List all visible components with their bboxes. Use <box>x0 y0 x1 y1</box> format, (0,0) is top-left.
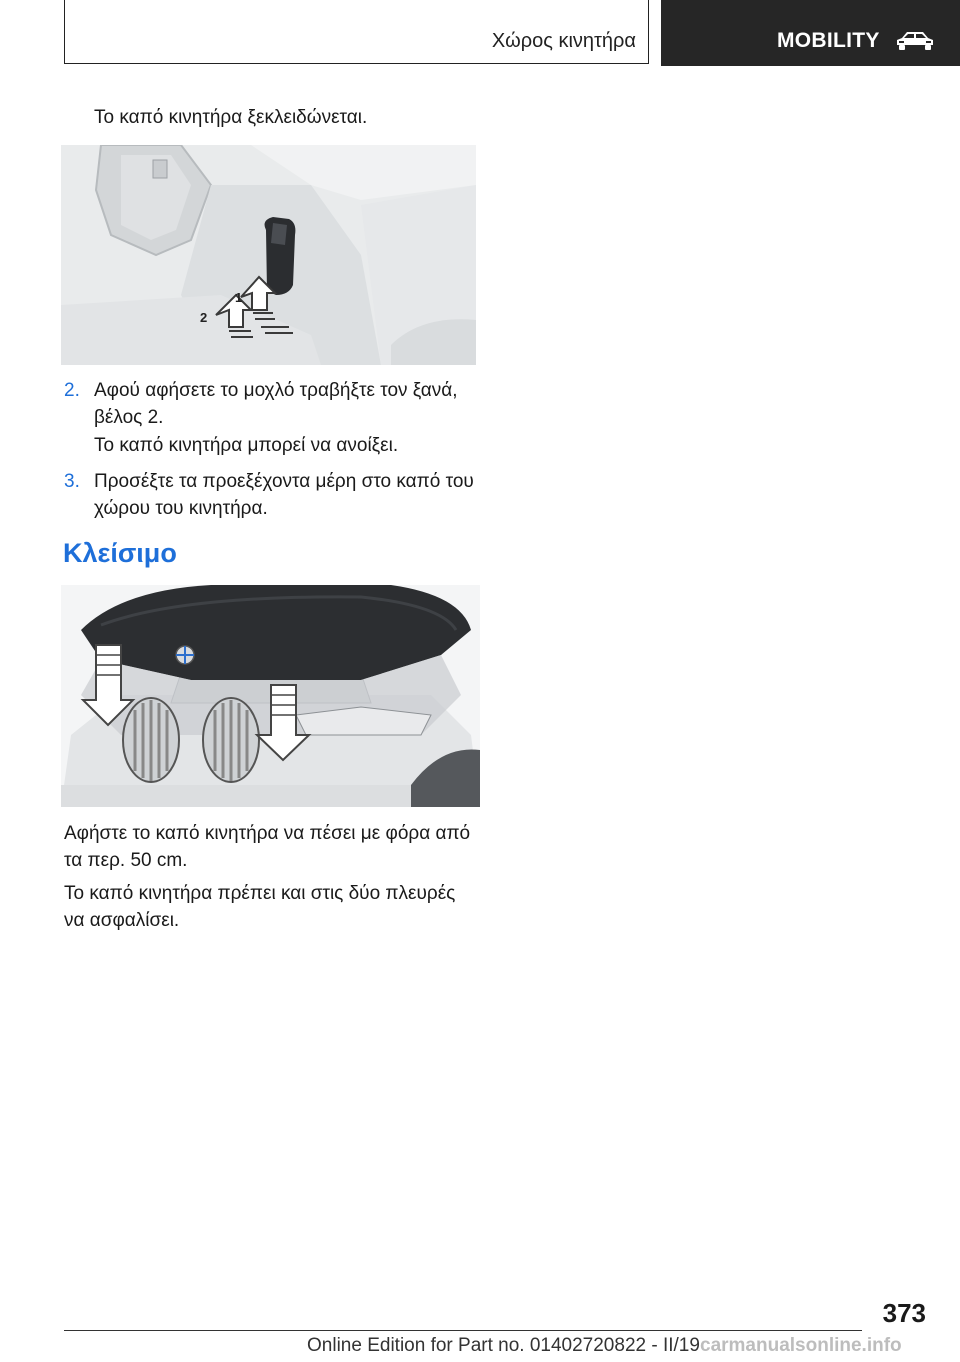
page-number: 373 <box>882 1298 926 1328</box>
section-title: Χώρος κινητήρα <box>491 30 636 52</box>
arrow-label-1: 1 <box>235 290 243 305</box>
closing-para-line: Αφήστε το καπό κινητήρα να πέσει με φόρα από <box>64 823 471 844</box>
step-note: Το καπό κινητήρα μπορεί να ανοίξει. <box>94 435 399 456</box>
footer-watermark: carmanualsonline.info <box>700 1335 902 1356</box>
arrow-label-2: 2 <box>200 310 208 325</box>
step-text-line: Αφού αφήσετε το μοχλό τραβήξτε τον ξανά, <box>94 380 458 401</box>
header-section-box <box>64 0 649 64</box>
closing-para-line: τα περ. 50 cm. <box>64 850 188 871</box>
hood-closing-figure <box>61 585 480 807</box>
step-text-line: Προσέξτε τα προεξέχοντα μέρη στο καπό του <box>94 471 474 492</box>
closing-heading: Κλείσιμο <box>63 538 177 568</box>
step-text-line: βέλος 2. <box>94 407 164 428</box>
hood-release-lever-figure <box>61 145 476 365</box>
closing-para-line: να ασφαλίσει. <box>64 910 180 931</box>
chapter-tab <box>661 0 960 66</box>
footer-edition: Online Edition for Part no. 01402720822 - II/19 <box>307 1335 700 1356</box>
step-text-line: χώρου του κινητήρα. <box>94 498 268 519</box>
closing-para-line: Το καπό κινητήρα πρέπει και στις δύο πλευρές <box>64 883 456 904</box>
intro-text: Το καπό κινητήρα ξεκλειδώνεται. <box>94 107 368 128</box>
car-icon <box>893 29 937 53</box>
chapter-label: MOBILITY <box>777 29 880 52</box>
step-number: 3. <box>64 471 80 492</box>
step-number: 2. <box>64 380 80 401</box>
footer-rule <box>64 1330 862 1331</box>
